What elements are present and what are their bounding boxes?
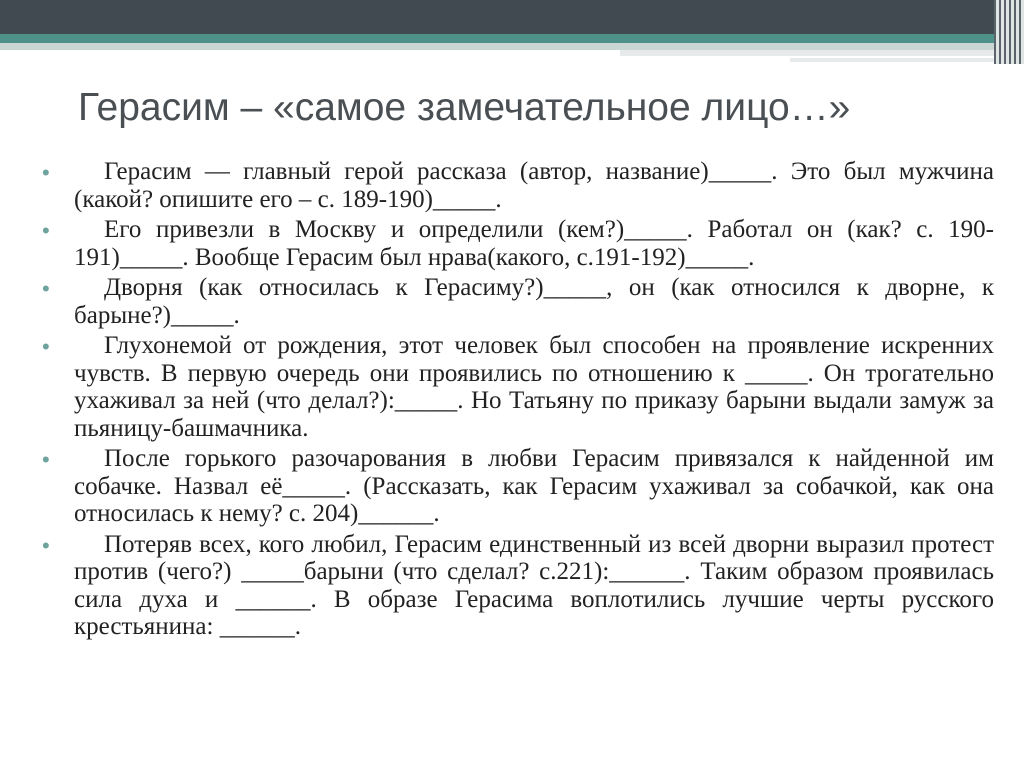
- bullet-text: Глухонемой от рождения, этот человек был способен на проявление искренних чувств. В первую очередь они проявились по отношению к _____. Он трогательно ухаживал за ней (что делал?):_____. Но Татьяну по приказу барыни выдали замуж за пьяницу-башмачника.: [74, 332, 994, 442]
- top-bar-accent: [0, 34, 1024, 43]
- bullet-icon: •: [42, 334, 50, 359]
- bullet-text: Потеряв всех, кого любил, Герасим единственный из всей дворни выразил протест против (чего?) _____барыни (что сделал? с.221):______. Таким образом проявилась сила духа и ______. В образе Герасима воплотились лучшие черты русского крестьянина: ______.: [74, 530, 994, 640]
- bullet-text: Дворня (как относилась к Герасиму?)_____, он (как относился к дворне, к барыне?)_____.: [74, 274, 994, 329]
- bullet-text: Герасим — главный герой рассказа (автор, название)_____. Это был мужчина (какой? опишите его – с. 189-190)_____.: [74, 158, 994, 213]
- bullet-icon: •: [42, 532, 50, 558]
- bullet-item-4: [42, 332, 994, 442]
- bullet-text: После горького разочарования в любви Герасим привязался к найденной им собачке. Назвал её_____. (Рассказать, как Герасим ухаживал за собачкой, как она относилась к нему? с. 204)______.: [74, 445, 994, 527]
- bullet-item-5: [42, 445, 994, 528]
- bullet-icon: •: [42, 218, 50, 243]
- bullet-text: Его привезли в Москву и определили (кем?)_____. Работал он (как? с. 190-191)_____. Вообще Герасим был нрава(какого, с.191-192)_____.: [74, 216, 994, 271]
- corner-bar-decoration-small: [790, 58, 994, 62]
- bullet-list: [42, 158, 994, 644]
- top-bar-dark: [0, 0, 1024, 34]
- bullet-icon: •: [42, 276, 50, 301]
- corner-bar-decoration: [620, 50, 994, 56]
- corner-stripes-decoration: [994, 0, 1024, 64]
- bullet-item-3: [42, 274, 994, 329]
- bullet-icon: •: [42, 447, 50, 472]
- top-bar-light: [0, 43, 1024, 50]
- bullet-item-2: [42, 216, 994, 271]
- slide-title: Герасим – «самое замечательное лицо…»: [78, 86, 851, 129]
- bullet-item-6: [42, 531, 994, 641]
- bullet-icon: •: [42, 160, 50, 185]
- bullet-item-1: [42, 158, 994, 213]
